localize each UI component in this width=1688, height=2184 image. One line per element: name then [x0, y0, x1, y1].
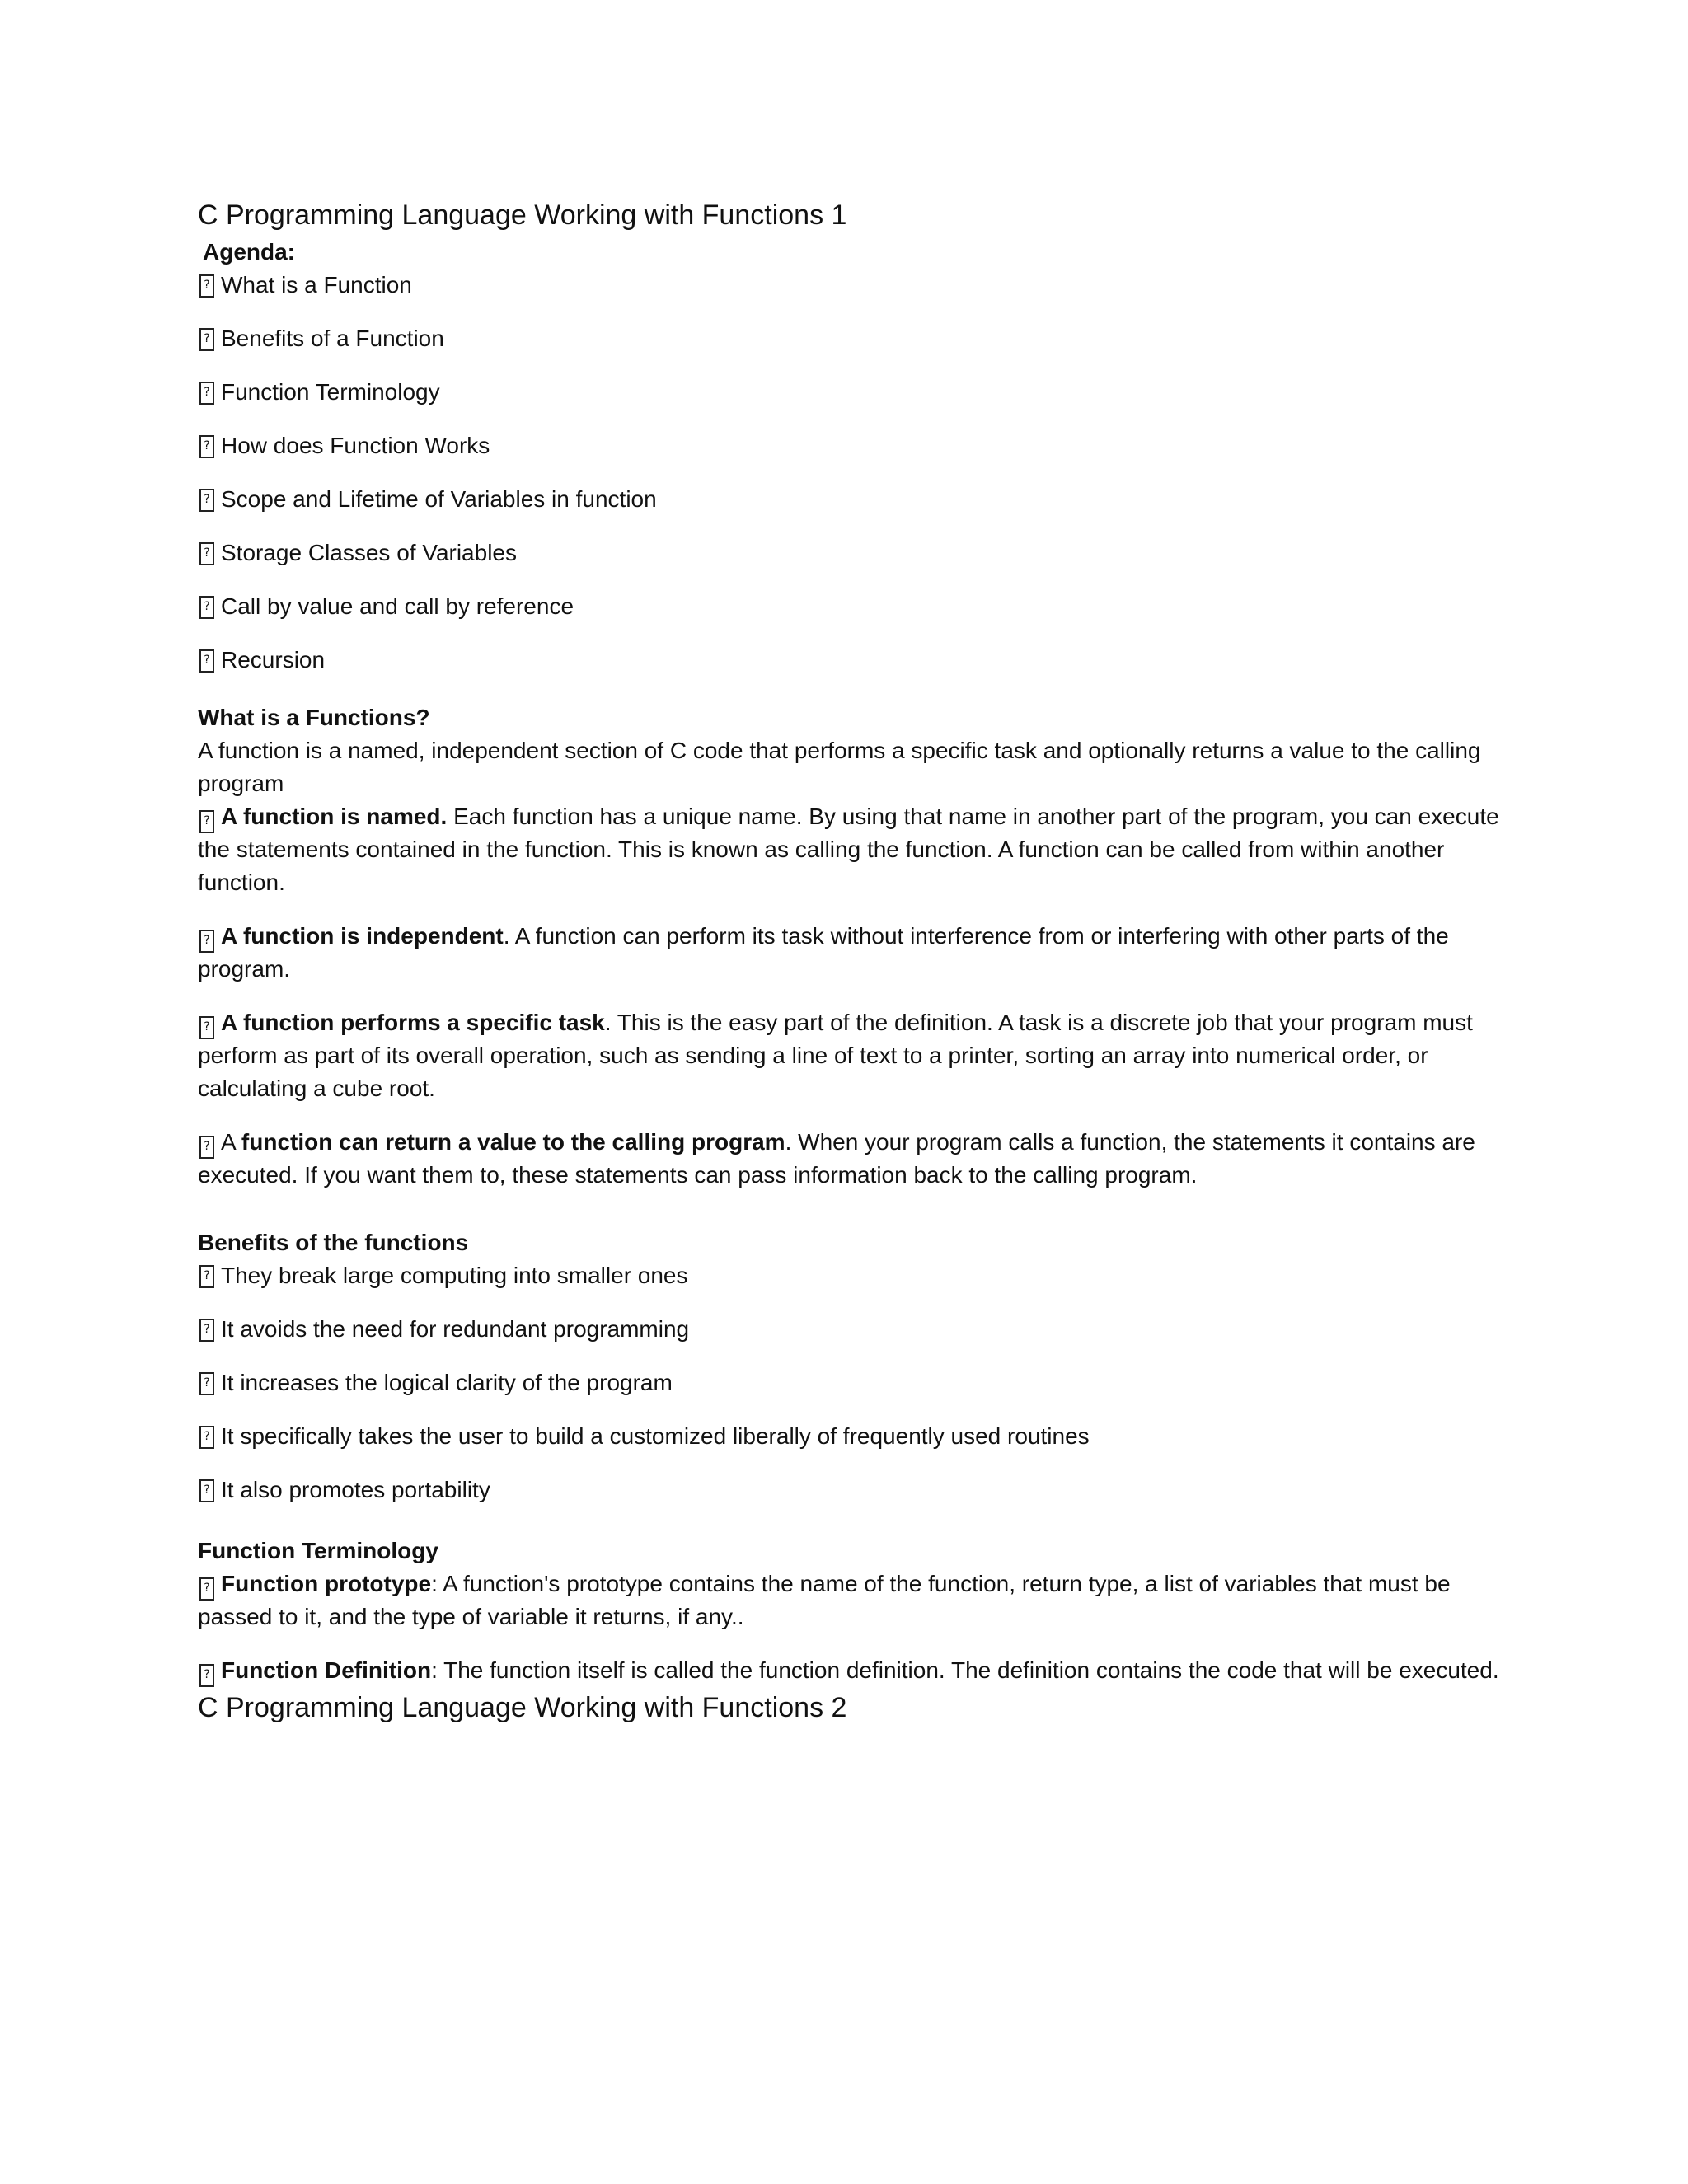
missing-glyph-icon: ?: [199, 1265, 214, 1288]
list-item: ? It specifically takes the user to build a customized liberally of frequently used routines: [198, 1420, 1508, 1453]
page-footer-title: C Programming Language Working with Functions 2: [198, 1692, 847, 1723]
missing-glyph-icon: ?: [199, 1664, 214, 1687]
list-item: ? What is a Function: [198, 269, 1508, 302]
missing-glyph-icon: ?: [199, 930, 214, 953]
list-item: ? It increases the logical clarity of the program: [198, 1366, 1508, 1399]
missing-glyph-icon: ?: [199, 1479, 214, 1502]
document-content: [198, 194, 1508, 1728]
benefits-list: [198, 1259, 1508, 1507]
list-item: ? Call by value and call by reference: [198, 590, 1508, 623]
list-item: ? It also promotes portability: [198, 1474, 1508, 1507]
missing-glyph-icon: ?: [199, 649, 214, 673]
list-item: ? Storage Classes of Variables: [198, 537, 1508, 569]
paragraph-intro: A function is a named, independent section of C code that performs a specific task and optionally returns a value to the calling program: [198, 738, 1481, 796]
paragraph-point: ? A function can return a value to the calling program. When your program calls a function, the statements it contains are executed. If you want them to, these statements can pass information back to the calling program.: [198, 1129, 1475, 1188]
missing-glyph-icon: ?: [199, 810, 214, 833]
missing-glyph-icon: ?: [199, 382, 214, 405]
missing-glyph-icon: ?: [199, 596, 214, 619]
list-item: ? They break large computing into smaller ones: [198, 1259, 1508, 1292]
list-item: ? Recursion: [198, 644, 1508, 677]
missing-glyph-icon: ?: [199, 1577, 214, 1601]
paragraph-point: ? A function is named. Each function has a unique name. By using that name in another part of the program, you can execute the statements contained in the function. This is known as calling the function. A function can be called from within another function.: [198, 804, 1499, 895]
agenda-list: [198, 269, 1508, 677]
paragraph-point: ? A function is independent. A function can perform its task without interference from or interfering with other parts of the program.: [198, 923, 1449, 982]
list-item: ? How does Function Works: [198, 429, 1508, 462]
missing-glyph-icon: ?: [199, 1426, 214, 1449]
section-heading-benefits: Benefits of the functions: [198, 1230, 469, 1255]
missing-glyph-icon: ?: [199, 1016, 214, 1039]
agenda-heading: Agenda:: [203, 239, 295, 265]
list-item: ? Benefits of a Function: [198, 322, 1508, 355]
page-title: C Programming Language Working with Functions 1: [198, 199, 847, 231]
missing-glyph-icon: ?: [199, 328, 214, 351]
paragraph-point: ? Function Definition: The function itself is called the function definition. The definition contains the code that will be executed.: [198, 1654, 1508, 1687]
paragraph-point: ? A function performs a specific task. This is the easy part of the definition. A task is a discrete job that your program must perform as part of its overall operation, such as sending a line of text to a printer, sorting an array into numerical order, or calculating a cube root.: [198, 1010, 1473, 1101]
section-heading-terminology: Function Terminology: [198, 1538, 438, 1563]
missing-glyph-icon: ?: [199, 1372, 214, 1395]
list-item: ? It avoids the need for redundant programming: [198, 1313, 1508, 1346]
missing-glyph-icon: ?: [199, 1136, 214, 1159]
list-item: ? Function Terminology: [198, 376, 1508, 409]
missing-glyph-icon: ?: [199, 489, 214, 512]
paragraph-point: ? Function prototype: A function's prototype contains the name of the function, return type, a list of variables that must be passed to it, and the type of variable it returns, if any..: [198, 1571, 1451, 1629]
missing-glyph-icon: ?: [199, 1319, 214, 1342]
missing-glyph-icon: ?: [199, 435, 214, 458]
section-heading-what-is: What is a Functions?: [198, 705, 430, 730]
missing-glyph-icon: ?: [199, 274, 214, 298]
list-item: ? Scope and Lifetime of Variables in function: [198, 483, 1508, 516]
missing-glyph-icon: ?: [199, 542, 214, 565]
